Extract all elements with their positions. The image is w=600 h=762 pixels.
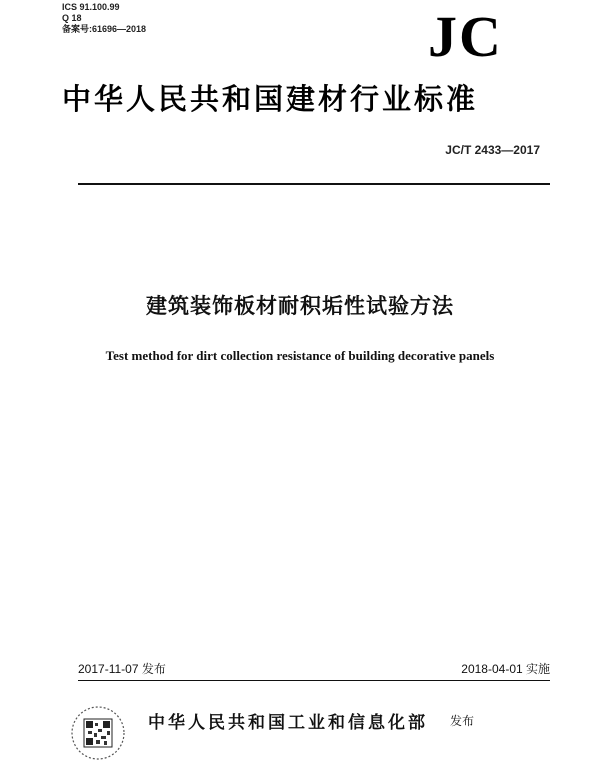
issue-date: 2017-11-07 发布 — [78, 662, 166, 676]
publisher-name: 中华人民共和国工业和信息化部 — [148, 713, 428, 733]
standard-number: JC/T 2433—2017 — [445, 143, 540, 157]
record-number: 备案号:61696—2018 — [62, 24, 147, 34]
industry-standard-title: 中华人民共和国建材行业标准 — [62, 82, 479, 116]
document-title-chinese: 建筑装饰板材耐积垢性试验方法 — [146, 294, 454, 318]
classification-block — [62, 2, 146, 35]
top-divider — [78, 183, 550, 185]
publisher-action: 发布 — [450, 714, 475, 728]
implementation-date: 2018-04-01 实施 — [461, 662, 550, 676]
document-title-english: Test method for dirt collection resistance of building decorative panels — [105, 348, 495, 363]
qr-seal-icon — [70, 705, 126, 761]
jc-logo: JC — [428, 4, 503, 69]
category-code: Q 18 — [62, 13, 82, 23]
ics-code: ICS 91.100.99 — [62, 2, 120, 12]
bottom-divider — [78, 680, 550, 681]
